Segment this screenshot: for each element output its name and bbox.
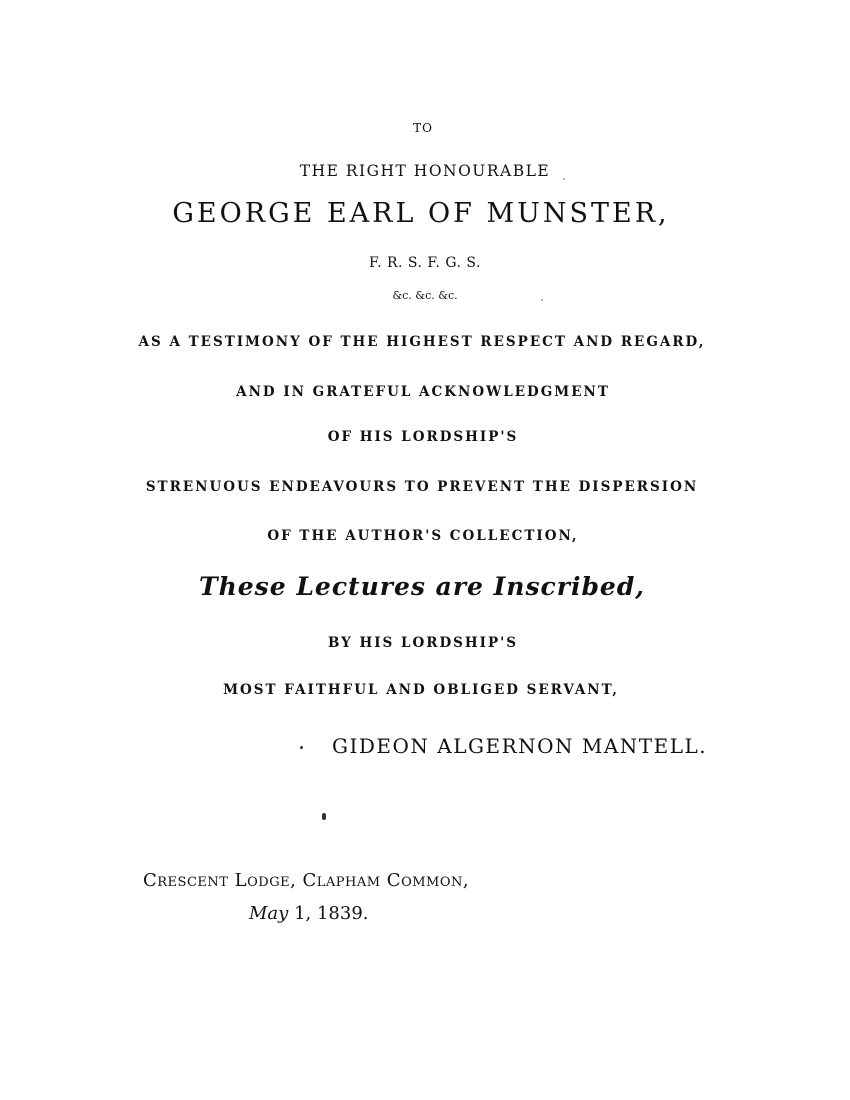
acknowledgment-line: AND IN GRATEFUL ACKNOWLEDGMENT — [236, 384, 610, 400]
signature-date-month: May — [249, 903, 289, 924]
collection-line: OF THE AUTHOR'S COLLECTION, — [267, 528, 579, 544]
dedication-to: TO — [413, 121, 433, 135]
signature-date — [249, 905, 369, 923]
author-name: GIDEON ALGERNON MANTELL. — [332, 734, 708, 758]
lordship-line: OF HIS LORDSHIP'S — [327, 429, 519, 445]
testimony-line: AS A TESTIMONY OF THE HIGHEST RESPECT AND REGARD, — [138, 334, 706, 350]
dedicatee-etc: &c. &c. &c. — [392, 289, 458, 302]
signature-place: Crescent Lodge, Clapham Common, — [143, 870, 470, 891]
signature-date-rest: 1, 1839. — [288, 903, 369, 924]
dedicatee-name: GEORGE EARL OF MUNSTER, — [172, 198, 670, 229]
honourific-line: THE RIGHT HONOURABLE — [299, 162, 551, 180]
ink-speck — [563, 178, 565, 180]
dedicatee-fellowships: F. R. S. F. G. S. — [369, 255, 481, 271]
lordship-line-2: BY HIS LORDSHIP'S — [327, 635, 519, 651]
ink-speck — [322, 813, 326, 820]
servant-line: MOST FAITHFUL AND OBLIGED SERVANT, — [223, 682, 619, 698]
ink-speck — [300, 746, 303, 749]
inscribed-line: These Lectures are Inscribed, — [198, 572, 646, 601]
ink-speck — [541, 299, 543, 301]
endeavours-line: STRENUOUS ENDEAVOURS TO PREVENT THE DISPERSION — [145, 479, 699, 495]
